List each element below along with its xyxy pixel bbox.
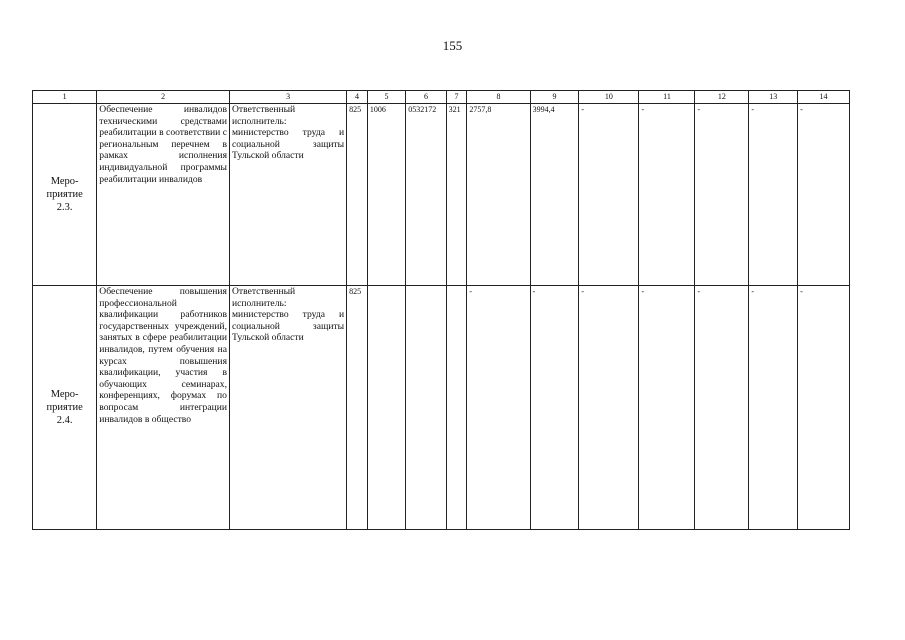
column-header: 2 — [97, 91, 230, 104]
event-number: Меро- приятие 2.3. — [33, 104, 97, 286]
cell-col6 — [406, 286, 446, 530]
column-header: 5 — [367, 91, 405, 104]
cell-col6: 0532172 — [406, 104, 446, 286]
column-header: 11 — [639, 91, 695, 104]
column-header: 14 — [798, 91, 850, 104]
page-number: 155 — [442, 38, 463, 53]
cell-col11: - — [639, 286, 695, 530]
cell-col14: - — [798, 104, 850, 286]
cell-col10: - — [579, 104, 639, 286]
column-header: 10 — [579, 91, 639, 104]
cell-col8: - — [467, 286, 530, 530]
cell-col12: - — [695, 104, 749, 286]
cell-col8: 2757,8 — [467, 104, 530, 286]
budget-table — [32, 90, 850, 530]
cell-col4: 825 — [347, 104, 368, 286]
cell-col9: - — [530, 286, 579, 530]
event-description: Обеспечение повышения профессиональной квалификации работников государственных учреждений, занятых в сфере реабилитации инвалидов, путем обучения на курсах повышения квалификации, участия в обучающих семинарах, конференциях, форумах по вопросам интеграции инвалидов в общество — [97, 286, 230, 530]
cell-col12: - — [695, 286, 749, 530]
cell-col11: - — [639, 104, 695, 286]
event-description: Обеспечение инвалидов техническими средствами реабилитации в соответствии с региональным перечнем в рамках исполнения индивидуальной программы реабилитации инвалидов — [97, 104, 230, 286]
responsible-executor: Ответственный исполнитель: министерство труда и социальной защиты Тульской области — [229, 104, 346, 286]
cell-col5: 1006 — [367, 104, 405, 286]
column-header: 12 — [695, 91, 749, 104]
cell-col10: - — [579, 286, 639, 530]
event-number: Меро- приятие 2.4. — [33, 286, 97, 530]
responsible-executor: Ответственный исполнитель: министерство труда и социальной защиты Тульской области — [229, 286, 346, 530]
cell-col13: - — [749, 286, 798, 530]
cell-col9: 3994,4 — [530, 104, 579, 286]
cell-col14: - — [798, 286, 850, 530]
cell-col7 — [446, 286, 467, 530]
cell-col13: - — [749, 104, 798, 286]
column-header: 4 — [347, 91, 368, 104]
header-row — [33, 91, 850, 104]
column-header: 1 — [33, 91, 97, 104]
table-row — [33, 286, 850, 530]
column-header: 9 — [530, 91, 579, 104]
column-header: 8 — [467, 91, 530, 104]
column-header: 13 — [749, 91, 798, 104]
cell-col4: 825 — [347, 286, 368, 530]
table-row — [33, 104, 850, 286]
cell-col5 — [367, 286, 405, 530]
column-header: 7 — [446, 91, 467, 104]
column-header: 6 — [406, 91, 446, 104]
cell-col7: 321 — [446, 104, 467, 286]
column-header: 3 — [229, 91, 346, 104]
